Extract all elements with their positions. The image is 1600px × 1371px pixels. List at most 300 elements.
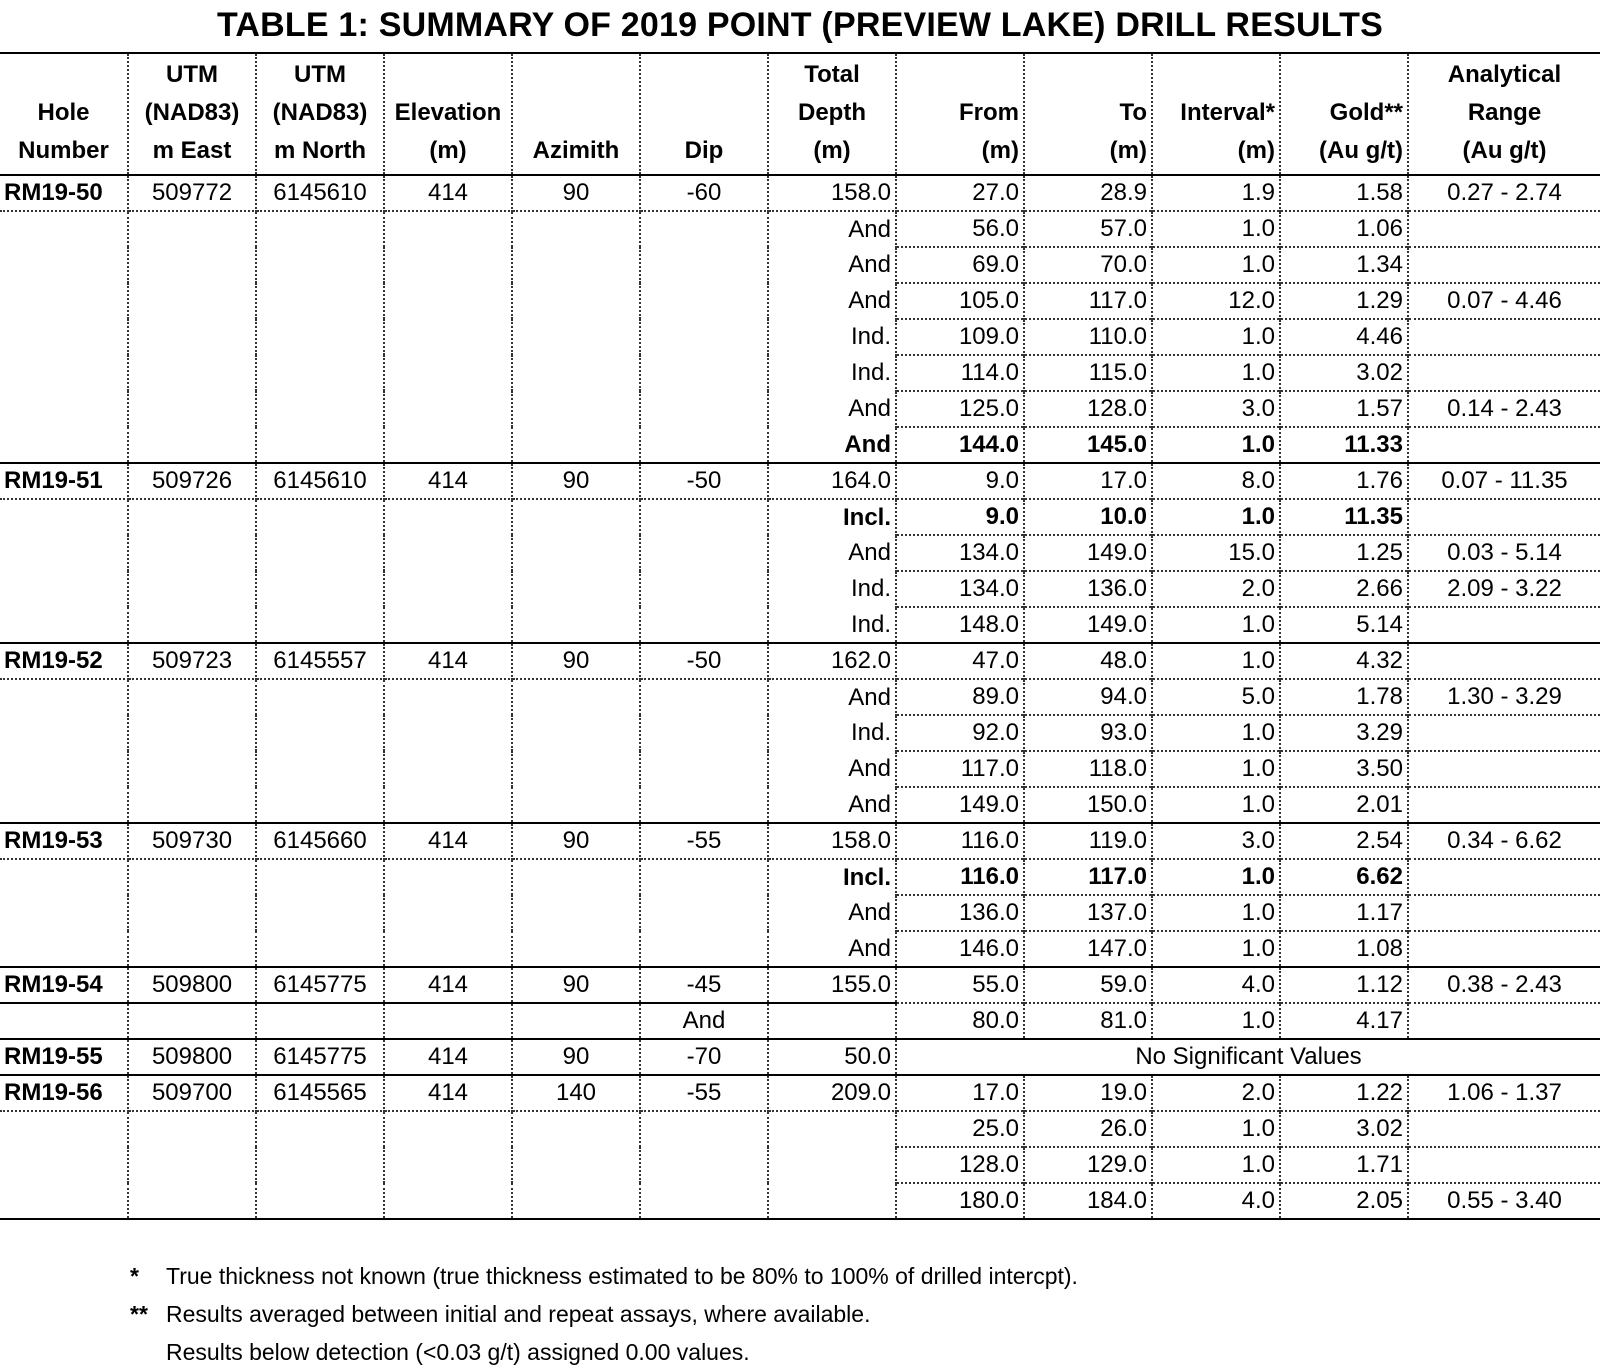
cell-interval: 5.0 (1152, 679, 1280, 715)
footnotes (130, 1257, 1078, 1371)
cell-dip (640, 931, 768, 967)
cell-elev (384, 283, 512, 319)
cell-gold: 1.12 (1280, 967, 1408, 1003)
cell-gold: 5.14 (1280, 607, 1408, 643)
cell-east (128, 1111, 256, 1147)
table-row-intercept (0, 1147, 1600, 1183)
cell-north (256, 1147, 384, 1183)
table-row-intercept (0, 391, 1600, 427)
header-elevation: Elevation (m) (384, 53, 512, 175)
cell-gold: 4.32 (1280, 643, 1408, 679)
cell-to: 115.0 (1024, 355, 1152, 391)
cell-east (128, 283, 256, 319)
cell-range: 0.07 - 11.35 (1408, 463, 1600, 499)
cell-elev (384, 1183, 512, 1219)
cell-gold: 2.66 (1280, 571, 1408, 607)
cell-elev (384, 355, 512, 391)
cell-hole (0, 715, 128, 751)
header-east: UTM (NAD83) m East (128, 53, 256, 175)
cell-depth: And (768, 427, 896, 463)
cell-north (256, 1183, 384, 1219)
table-row-hole (0, 175, 1600, 211)
cell-interval: 1.9 (1152, 175, 1280, 211)
cell-elev (384, 1147, 512, 1183)
cell-range: 2.09 - 3.22 (1408, 571, 1600, 607)
cell-range (1408, 715, 1600, 751)
cell-gold: 1.08 (1280, 931, 1408, 967)
cell-east (128, 607, 256, 643)
cell-from: 134.0 (896, 571, 1024, 607)
cell-to: 149.0 (1024, 535, 1152, 571)
cell-dip (640, 895, 768, 931)
cell-to: 129.0 (1024, 1147, 1152, 1183)
cell-interval: 1.0 (1152, 499, 1280, 535)
header-north: UTM (NAD83) m North (256, 53, 384, 175)
cell-to: 57.0 (1024, 211, 1152, 247)
cell-dip (640, 427, 768, 463)
cell-depth: 209.0 (768, 1075, 896, 1111)
cell-east (128, 931, 256, 967)
cell-azim (512, 895, 640, 931)
cell-elev: 414 (384, 463, 512, 499)
cell-depth: 50.0 (768, 1039, 896, 1075)
cell-range (1408, 1111, 1600, 1147)
cell-depth (768, 1147, 896, 1183)
cell-from: 17.0 (896, 1075, 1024, 1111)
cell-east (128, 355, 256, 391)
cell-azim (512, 391, 640, 427)
cell-elev (384, 499, 512, 535)
cell-depth: 164.0 (768, 463, 896, 499)
cell-depth: 155.0 (768, 967, 896, 1003)
cell-gold: 2.01 (1280, 787, 1408, 823)
table-row-intercept (0, 859, 1600, 895)
cell-depth (768, 1111, 896, 1147)
cell-interval: 1.0 (1152, 787, 1280, 823)
cell-azim (512, 427, 640, 463)
cell-hole (0, 1003, 128, 1039)
cell-north (256, 679, 384, 715)
cell-range (1408, 1147, 1600, 1183)
cell-to: 117.0 (1024, 859, 1152, 895)
cell-azim (512, 679, 640, 715)
cell-gold: 1.78 (1280, 679, 1408, 715)
cell-north (256, 571, 384, 607)
cell-dip (640, 499, 768, 535)
cell-to: 26.0 (1024, 1111, 1152, 1147)
cell-interval: 1.0 (1152, 427, 1280, 463)
cell-gold: 3.50 (1280, 751, 1408, 787)
cell-to: 94.0 (1024, 679, 1152, 715)
cell-range (1408, 355, 1600, 391)
cell-east: 509800 (128, 1039, 256, 1075)
table-row-intercept (0, 355, 1600, 391)
cell-from: 148.0 (896, 607, 1024, 643)
table-row-hole (0, 643, 1600, 679)
table-row-intercept (0, 1111, 1600, 1147)
cell-elev (384, 571, 512, 607)
cell-hole: RM19-50 (0, 175, 128, 211)
cell-dip (640, 1111, 768, 1147)
cell-dip (640, 679, 768, 715)
cell-east (128, 679, 256, 715)
cell-gold: 1.06 (1280, 211, 1408, 247)
cell-elev (384, 535, 512, 571)
cell-north: 6145660 (256, 823, 384, 859)
cell-depth: Incl. (768, 499, 896, 535)
cell-depth: And (768, 751, 896, 787)
cell-north (256, 607, 384, 643)
header-interval: Interval* (m) (1152, 53, 1280, 175)
cell-gold: 3.02 (1280, 1111, 1408, 1147)
cell-elev (384, 391, 512, 427)
cell-depth: And (768, 931, 896, 967)
header-analytical-range: Analytical Range (Au g/t) (1447, 61, 1562, 164)
cell-depth: Incl. (768, 859, 896, 895)
cell-elev (384, 895, 512, 931)
cell-elev (384, 607, 512, 643)
cell-to: 19.0 (1024, 1075, 1152, 1111)
cell-north (256, 319, 384, 355)
cell-north (256, 283, 384, 319)
cell-dip: -70 (640, 1039, 768, 1075)
cell-elev (384, 427, 512, 463)
table-body (0, 175, 1600, 1219)
cell-gold: 1.34 (1280, 247, 1408, 283)
cell-depth: And (768, 391, 896, 427)
cell-east: 509730 (128, 823, 256, 859)
cell-from: 134.0 (896, 535, 1024, 571)
cell-interval: 2.0 (1152, 1075, 1280, 1111)
cell-azim (512, 571, 640, 607)
cell-hole (0, 571, 128, 607)
table-row-intercept (0, 715, 1600, 751)
cell-north: 6145610 (256, 175, 384, 211)
cell-hole (0, 1147, 128, 1183)
cell-from: 114.0 (896, 355, 1024, 391)
cell-from: 180.0 (896, 1183, 1024, 1219)
cell-gold: 1.22 (1280, 1075, 1408, 1111)
cell-east (128, 319, 256, 355)
cell-azim (512, 787, 640, 823)
table-row-intercept (0, 679, 1600, 715)
table-row-intercept (0, 535, 1600, 571)
cell-interval: 1.0 (1152, 751, 1280, 787)
cell-to: 137.0 (1024, 895, 1152, 931)
cell-gold: 4.46 (1280, 319, 1408, 355)
cell-east (128, 895, 256, 931)
cell-elev (384, 787, 512, 823)
cell-dip (640, 1147, 768, 1183)
cell-from: 27.0 (896, 175, 1024, 211)
cell-north (256, 427, 384, 463)
cell-from: 116.0 (896, 859, 1024, 895)
cell-dip: And (640, 1003, 768, 1039)
cell-hole: RM19-52 (0, 643, 128, 679)
cell-azim (512, 355, 640, 391)
cell-from: 56.0 (896, 211, 1024, 247)
cell-range (1408, 319, 1600, 355)
cell-hole: RM19-56 (0, 1075, 128, 1111)
cell-to: 81.0 (1024, 1003, 1152, 1039)
cell-gold: 4.17 (1280, 1003, 1408, 1039)
cell-east (128, 1147, 256, 1183)
cell-depth: And (768, 787, 896, 823)
cell-north: 6145775 (256, 1039, 384, 1075)
cell-to: 149.0 (1024, 607, 1152, 643)
cell-azim (512, 247, 640, 283)
cell-range: 0.03 - 5.14 (1408, 535, 1600, 571)
cell-east (128, 211, 256, 247)
cell-gold: 1.57 (1280, 391, 1408, 427)
cell-east (128, 247, 256, 283)
cell-depth: And (768, 211, 896, 247)
cell-gold: 6.62 (1280, 859, 1408, 895)
cell-from: 117.0 (896, 751, 1024, 787)
cell-east (128, 571, 256, 607)
cell-dip (640, 1183, 768, 1219)
cell-north (256, 715, 384, 751)
cell-from: 109.0 (896, 319, 1024, 355)
cell-to: 128.0 (1024, 391, 1152, 427)
cell-interval: 1.0 (1152, 931, 1280, 967)
cell-azim: 90 (512, 643, 640, 679)
cell-azim: 90 (512, 175, 640, 211)
cell-from: 9.0 (896, 463, 1024, 499)
cell-gold: 1.25 (1280, 535, 1408, 571)
table-header (0, 53, 1600, 175)
cell-depth: And (768, 895, 896, 931)
cell-range: 0.38 - 2.43 (1408, 967, 1600, 1003)
cell-to: 147.0 (1024, 931, 1152, 967)
cell-north: 6145565 (256, 1075, 384, 1111)
cell-interval: 1.0 (1152, 1003, 1280, 1039)
cell-gold: 1.71 (1280, 1147, 1408, 1183)
cell-range (1408, 1003, 1600, 1039)
cell-from: 144.0 (896, 427, 1024, 463)
cell-interval: 1.0 (1152, 355, 1280, 391)
cell-range (1408, 643, 1600, 679)
cell-depth (768, 1003, 896, 1039)
cell-hole (0, 535, 128, 571)
cell-dip: -55 (640, 1075, 768, 1111)
cell-hole (0, 499, 128, 535)
cell-hole (0, 931, 128, 967)
cell-east (128, 787, 256, 823)
cell-range: 0.27 - 2.74 (1408, 175, 1600, 211)
cell-east (128, 391, 256, 427)
cell-depth: 162.0 (768, 643, 896, 679)
cell-to: 48.0 (1024, 643, 1152, 679)
cell-dip: -45 (640, 967, 768, 1003)
cell-elev (384, 679, 512, 715)
cell-east (128, 751, 256, 787)
cell-from: 149.0 (896, 787, 1024, 823)
cell-north (256, 211, 384, 247)
cell-hole (0, 247, 128, 283)
cell-depth: 158.0 (768, 823, 896, 859)
cell-dip: -50 (640, 463, 768, 499)
cell-from: 25.0 (896, 1111, 1024, 1147)
cell-to: 150.0 (1024, 787, 1152, 823)
table-row-intercept (0, 283, 1600, 319)
cell-depth: Ind. (768, 715, 896, 751)
cell-depth: And (768, 535, 896, 571)
cell-azim: 90 (512, 967, 640, 1003)
cell-hole (0, 607, 128, 643)
cell-dip (640, 211, 768, 247)
cell-hole (0, 859, 128, 895)
cell-from: 80.0 (896, 1003, 1024, 1039)
cell-azim (512, 499, 640, 535)
cell-range (1408, 931, 1600, 967)
cell-range: 0.55 - 3.40 (1408, 1183, 1600, 1219)
cell-interval: 1.0 (1152, 211, 1280, 247)
cell-range (1408, 247, 1600, 283)
table-row-intercept (0, 211, 1600, 247)
cell-azim (512, 535, 640, 571)
cell-azim (512, 319, 640, 355)
cell-elev (384, 247, 512, 283)
cell-hole (0, 211, 128, 247)
table-row-intercept (0, 427, 1600, 463)
cell-interval: 1.0 (1152, 1147, 1280, 1183)
cell-from: 69.0 (896, 247, 1024, 283)
cell-interval: 4.0 (1152, 967, 1280, 1003)
cell-depth: And (768, 283, 896, 319)
cell-interval: 1.0 (1152, 643, 1280, 679)
cell-east (128, 427, 256, 463)
cell-dip (640, 751, 768, 787)
cell-gold: 11.33 (1280, 427, 1408, 463)
cell-to: 28.9 (1024, 175, 1152, 211)
cell-hole (0, 751, 128, 787)
cell-from: 9.0 (896, 499, 1024, 535)
cell-from: 55.0 (896, 967, 1024, 1003)
cell-to: 93.0 (1024, 715, 1152, 751)
cell-dip (640, 391, 768, 427)
cell-elev (384, 211, 512, 247)
cell-depth: Ind. (768, 607, 896, 643)
cell-gold: 1.58 (1280, 175, 1408, 211)
footnote-1: * True thickness not known (true thickness estimated to be 80% to 100% of drilled intercpt). (130, 1263, 1078, 1289)
cell-to: 184.0 (1024, 1183, 1152, 1219)
table-row-hole (0, 1039, 1600, 1075)
cell-dip: -55 (640, 823, 768, 859)
cell-depth: Ind. (768, 571, 896, 607)
header-gold: Gold** (Au g/t) (1280, 53, 1408, 175)
cell-range (1408, 607, 1600, 643)
cell-azim (512, 859, 640, 895)
cell-range (1408, 499, 1600, 535)
cell-interval: 8.0 (1152, 463, 1280, 499)
cell-azim: 90 (512, 823, 640, 859)
cell-hole (0, 679, 128, 715)
table-row-intercept (0, 607, 1600, 643)
cell-range: 1.30 - 3.29 (1408, 679, 1600, 715)
cell-azim (512, 607, 640, 643)
cell-gold: 2.05 (1280, 1183, 1408, 1219)
cell-to: 117.0 (1024, 283, 1152, 319)
cell-elev (384, 1111, 512, 1147)
cell-interval: 4.0 (1152, 1183, 1280, 1219)
cell-azim (512, 751, 640, 787)
cell-range: 0.07 - 4.46 (1408, 283, 1600, 319)
cell-dip (640, 715, 768, 751)
cell-dip (640, 355, 768, 391)
cell-hole (0, 1111, 128, 1147)
cell-dip (640, 283, 768, 319)
cell-hole: RM19-51 (0, 463, 128, 499)
cell-east: 509726 (128, 463, 256, 499)
cell-elev (384, 1003, 512, 1039)
cell-range: 0.34 - 6.62 (1408, 823, 1600, 859)
cell-dip (640, 607, 768, 643)
cell-hole: RM19-53 (0, 823, 128, 859)
cell-interval: 2.0 (1152, 571, 1280, 607)
cell-interval: 1.0 (1152, 1111, 1280, 1147)
cell-north: 6145610 (256, 463, 384, 499)
cell-north (256, 859, 384, 895)
cell-to: 118.0 (1024, 751, 1152, 787)
cell-to: 59.0 (1024, 967, 1152, 1003)
cell-elev: 414 (384, 967, 512, 1003)
cell-azim (512, 1147, 640, 1183)
cell-azim (512, 283, 640, 319)
cell-from: 105.0 (896, 283, 1024, 319)
cell-range (1408, 895, 1600, 931)
cell-hole (0, 787, 128, 823)
cell-to: 10.0 (1024, 499, 1152, 535)
cell-to: 110.0 (1024, 319, 1152, 355)
cell-gold: 11.35 (1280, 499, 1408, 535)
cell-gold: 3.29 (1280, 715, 1408, 751)
cell-interval: 1.0 (1152, 319, 1280, 355)
cell-interval: 1.0 (1152, 715, 1280, 751)
cell-east (128, 1003, 256, 1039)
cell-to: 119.0 (1024, 823, 1152, 859)
cell-dip (640, 859, 768, 895)
cell-east (128, 715, 256, 751)
cell-range (1408, 751, 1600, 787)
cell-from: 128.0 (896, 1147, 1024, 1183)
header-total-depth: Total Depth (m) (768, 53, 896, 175)
drill-results-table (0, 52, 1600, 1220)
table-row-intercept (0, 571, 1600, 607)
cell-interval: 12.0 (1152, 283, 1280, 319)
cell-interval: 3.0 (1152, 823, 1280, 859)
cell-north (256, 1111, 384, 1147)
cell-depth: 158.0 (768, 175, 896, 211)
cell-depth: Ind. (768, 355, 896, 391)
cell-east (128, 859, 256, 895)
cell-from: 116.0 (896, 823, 1024, 859)
table-row-intercept (0, 751, 1600, 787)
cell-hole: RM19-55 (0, 1039, 128, 1075)
cell-range (1408, 787, 1600, 823)
cell-to: 145.0 (1024, 427, 1152, 463)
cell-hole (0, 283, 128, 319)
cell-north (256, 751, 384, 787)
cell-interval: 3.0 (1152, 391, 1280, 427)
cell-dip (640, 247, 768, 283)
cell-azim: 90 (512, 463, 640, 499)
table-row-intercept (0, 787, 1600, 823)
cell-north (256, 895, 384, 931)
cell-elev (384, 751, 512, 787)
table-row-hole (0, 1075, 1600, 1111)
cell-to: 136.0 (1024, 571, 1152, 607)
